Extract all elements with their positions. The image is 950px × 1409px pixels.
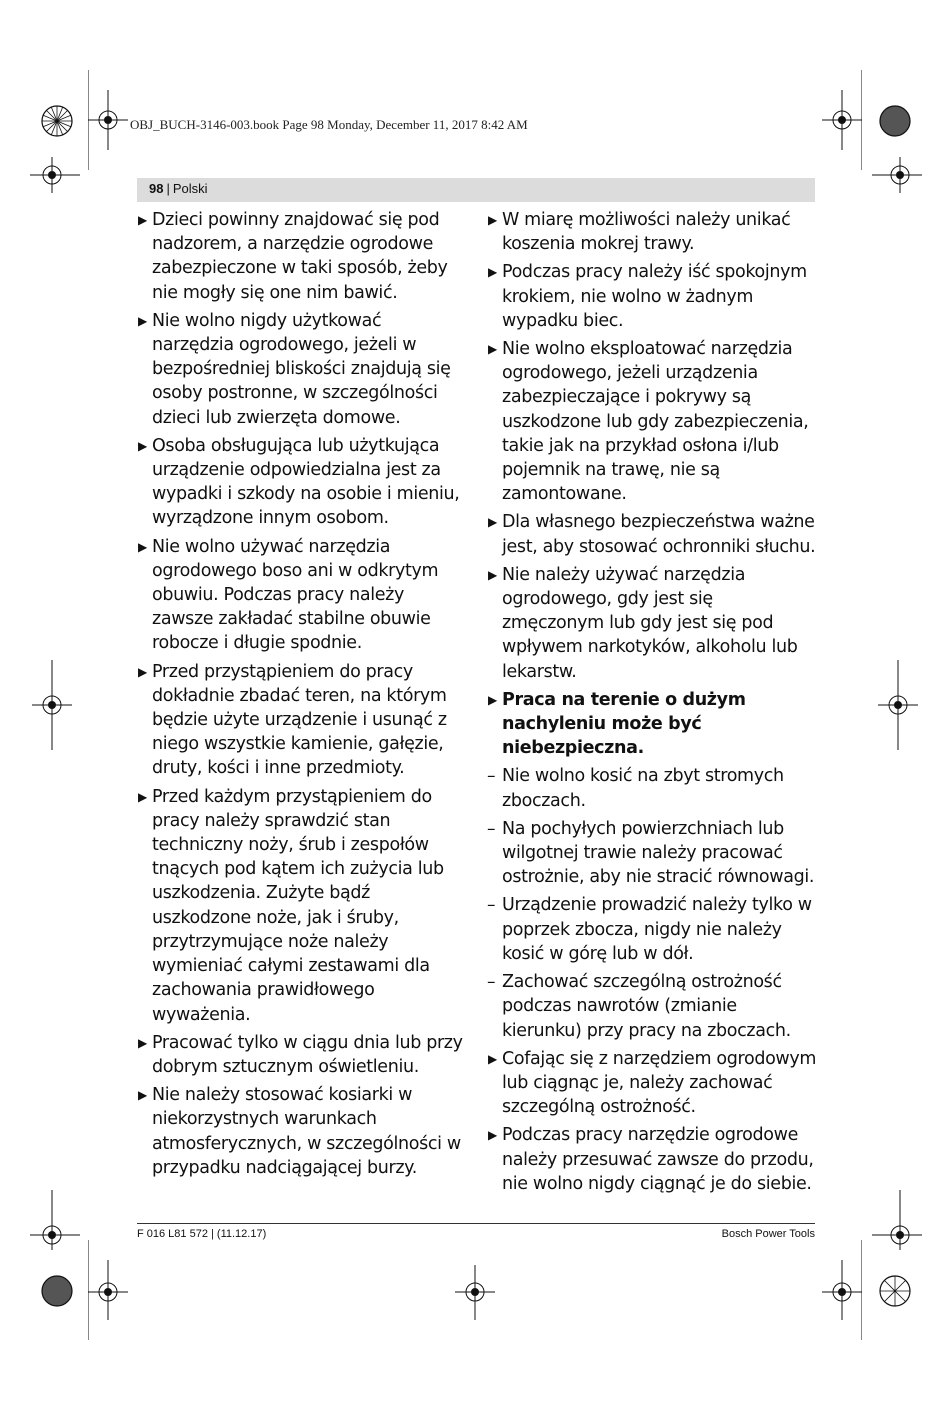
triangle-bullet-icon: ▶	[488, 567, 497, 582]
triangle-bullet-icon: ▶	[488, 515, 497, 530]
list-item-text: Nie wolno nigdy użytkować narzędzia ogrodowego, jeżeli w bezpośredniej bliskości znajdują się osoby postronne, w szczególności dzieci lub zwierzęta domowe.	[152, 310, 451, 428]
footer-divider	[137, 1223, 815, 1224]
triangle-bullet-icon: ▶	[138, 664, 147, 679]
page-header	[137, 178, 815, 202]
triangle-bullet-icon: ▶	[138, 539, 147, 554]
triangle-bullet-icon: ▶	[138, 213, 147, 227]
crosshair-icon	[30, 155, 80, 195]
bullet-list-item	[137, 208, 467, 305]
bullet-list-item	[137, 434, 467, 531]
dash-list-item	[487, 817, 817, 890]
list-item-text: Nie wolno kosić na zbyt stromych zboczach.	[502, 766, 784, 811]
crosshair-icon	[88, 70, 128, 170]
bullet-list-item	[137, 309, 467, 430]
dash-marker: –	[487, 766, 496, 787]
registration-mark-icon	[38, 1272, 76, 1310]
list-item-text: Podczas pracy narzędzie ogrodowe należy przesuwać zawsze do przodu, nie wolno nigdy ciągnąć je do siebie.	[502, 1125, 814, 1194]
right-column	[487, 208, 817, 1200]
dash-marker: –	[487, 895, 496, 916]
list-item-text: Praca na terenie o dużym nachyleniu może być niebezpieczna.	[502, 689, 746, 759]
bullet-list-item	[487, 208, 817, 256]
bullet-list-item	[137, 1083, 467, 1180]
crosshair-icon	[32, 660, 72, 750]
dash-list-item	[487, 970, 817, 1043]
header-language: Polski	[172, 181, 208, 196]
triangle-bullet-icon: ▶	[488, 1051, 497, 1066]
crosshair-icon	[872, 155, 922, 195]
list-item-text: Przed przystąpieniem do pracy dokładnie zbadać teren, na którym będzie użyte urządzenie i usunąć z niego wszystkie kamienie, gałęzie, druty, kości i inne przedmioty.	[152, 661, 447, 779]
triangle-bullet-icon: ▶	[488, 1128, 497, 1143]
list-item-text: Podczas pracy należy iść spokojnym krokiem, nie wolno w żadnym wypadku biec.	[502, 262, 807, 331]
list-item-text: Przed każdym przystąpieniem do pracy należy sprawdzić stan techniczny noży, śrub i zespołów tnących pod kątem ich zużycia lub uszkodzenia. Zużyte bądź uszkodzone noże, jak i śruby, przytrzymujące noże należy wymieniać całymi zestawami dla zachowania prawidłowego wyważenia.	[152, 786, 444, 1025]
crosshair-icon	[88, 1240, 128, 1340]
list-item-text: Nie należy stosować kosiarki w niekorzystnych warunkach atmosferycznych, w szczególności w przypadku nadciągającej burzy.	[152, 1085, 461, 1178]
list-item-text: Nie należy używać narzędzia ogrodowego, gdy jest się zmęczonym lub gdy jest się pod wpływem narkotyków, alkoholu lub lekarstw.	[502, 564, 798, 682]
bullet-list-item	[137, 1031, 467, 1079]
crosshair-icon	[30, 1190, 80, 1250]
bullet-list-item	[487, 260, 817, 333]
bullet-list-item	[487, 1123, 817, 1196]
header-text	[149, 181, 208, 196]
crosshair-icon	[878, 660, 918, 750]
list-item-text: Cofając się z narzędziem ogrodowym lub ciągnąc je, należy zachować szczególną ostrożność.	[502, 1048, 817, 1118]
crosshair-icon	[822, 1240, 862, 1340]
footer-brand: Bosch Power Tools	[721, 1228, 815, 1240]
bullet-list-item	[137, 535, 467, 656]
bullet-list-item	[137, 785, 467, 1027]
list-item-text: Dzieci powinny znajdować się pod nadzorem, a narzędzie ogrodowe zabezpieczone w taki sposób, żeby nie mogły się one nim bawić.	[152, 210, 448, 303]
list-item-text: W miarę możliwości należy unikać koszenia mokrej trawy.	[502, 210, 791, 255]
registration-mark-icon	[876, 102, 914, 140]
bullet-list-item	[487, 337, 817, 506]
header-separator: |	[166, 181, 170, 196]
list-item-text: Dla własnego bezpieczeństwa ważne jest, aby stosować ochronniki słuchu.	[502, 512, 816, 557]
page-number: 98	[149, 181, 164, 196]
list-item-text: Nie wolno eksploatować narzędzia ogrodowego, jeżeli urządzenia zabezpieczające i pokrywy są uszkodzone lub gdy zabezpieczenia, takie jak na przykład osłona i/lub pojemnik na trawę, nie są zamontowane.	[502, 339, 809, 505]
dash-marker: –	[487, 972, 496, 993]
list-item-text: Nie wolno używać narzędzia ogrodowego boso ani w odkrytym obuwiu. Podczas pracy należy zawsze zakładać stabilne obuwie robocze i długie spodnie.	[152, 536, 439, 654]
triangle-bullet-icon: ▶	[488, 213, 497, 227]
triangle-bullet-icon: ▶	[138, 789, 147, 804]
crosshair-icon	[822, 70, 862, 170]
left-column	[137, 208, 467, 1184]
dash-list-item	[487, 764, 817, 812]
bullet-list-item	[487, 688, 817, 761]
bullet-list-item	[487, 563, 817, 684]
footer-doc-code: F 016 L81 572 | (11.12.17)	[137, 1228, 267, 1240]
bullet-list-item	[487, 1047, 817, 1120]
bullet-list-item	[487, 510, 817, 558]
triangle-bullet-icon: ▶	[138, 438, 147, 453]
print-info: OBJ_BUCH-3146-003.book Page 98 Monday, December 11, 2017 8:42 AM	[130, 117, 528, 132]
dash-marker: –	[487, 818, 496, 839]
registration-mark-icon	[876, 1272, 914, 1310]
list-item-text: Zachować szczególną ostrożność podczas nawrotów (zmianie kierunku) przy pracy na zboczach.	[502, 972, 791, 1041]
list-item-text: Na pochyłych powierzchniach lub wilgotnej trawie należy pracować ostrożnie, aby nie stracić równowagi.	[502, 818, 815, 888]
triangle-bullet-icon: ▶	[138, 313, 147, 328]
triangle-bullet-icon: ▶	[138, 1088, 147, 1103]
triangle-bullet-icon: ▶	[488, 692, 497, 707]
triangle-bullet-icon: ▶	[488, 342, 497, 357]
dash-list-item	[487, 893, 817, 966]
crosshair-icon	[872, 1190, 922, 1250]
bullet-list-item	[137, 660, 467, 781]
triangle-bullet-icon: ▶	[488, 265, 497, 280]
triangle-bullet-icon: ▶	[138, 1035, 147, 1050]
list-item-text: Urządzenie prowadzić należy tylko w poprzek zbocza, nigdy nie należy kosić w górę lub w dół.	[502, 895, 812, 964]
list-item-text: Osoba obsługująca lub użytkująca urządzenie odpowiedzialna jest za wypadki i szkody na osobie i mieniu, wyrządzone innym osobom.	[152, 435, 460, 529]
crosshair-icon	[455, 1265, 495, 1320]
list-item-text: Pracować tylko w ciągu dnia lub przy dobrym sztucznym oświetleniu.	[152, 1032, 463, 1077]
registration-mark-icon	[38, 102, 76, 140]
